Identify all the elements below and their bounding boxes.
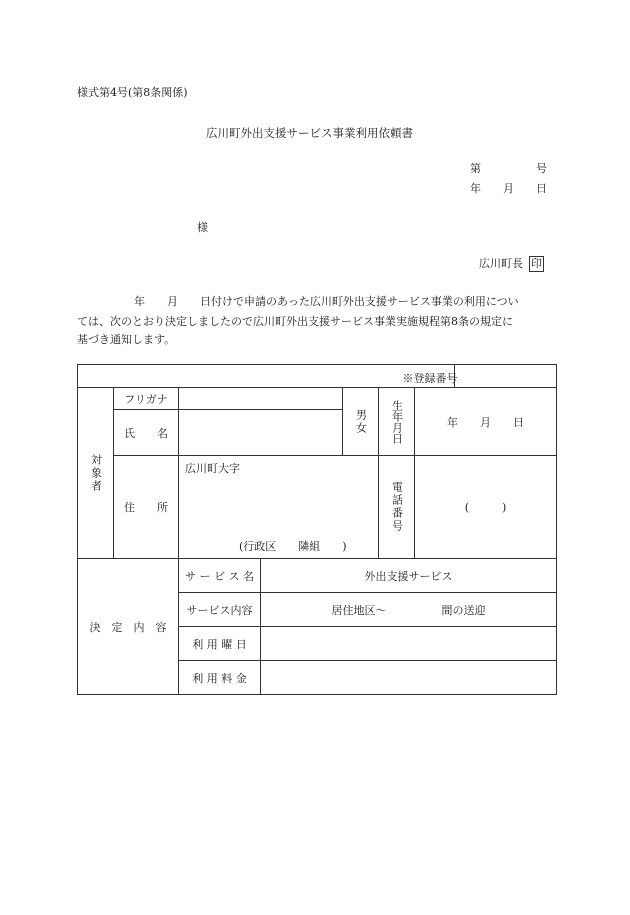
decision-label: 決 定 内 容 <box>78 559 179 695</box>
address-field[interactable] <box>179 456 379 559</box>
furigana-field[interactable] <box>179 388 343 410</box>
phone-field[interactable]: ( ) <box>415 456 557 559</box>
usage-fee-label: 利 用 料 金 <box>179 661 261 695</box>
birth-date-field[interactable]: 年 月 日 <box>415 388 557 456</box>
document-title: 広川町外出支援サービス事業利用依頼書 <box>206 126 413 140</box>
gender-cell[interactable] <box>343 388 379 456</box>
service-name-label: サ ー ビ ス 名 <box>179 559 261 593</box>
service-content-label: サービス内容 <box>179 593 261 627</box>
document-number-field: 第 号 <box>470 162 547 175</box>
name-label: 氏 名 <box>114 410 179 456</box>
registration-number-cell <box>402 365 557 388</box>
usage-fee-field[interactable] <box>261 661 557 695</box>
usage-day-label: 利 用 曜 日 <box>179 627 261 661</box>
application-table <box>77 364 557 695</box>
birth-label-cell <box>379 388 415 456</box>
birth-label: 生年月日 <box>390 399 404 444</box>
furigana-label: フリガナ <box>114 388 179 410</box>
table-header-blank <box>78 365 455 388</box>
sender-block <box>479 255 544 272</box>
phone-label-cell <box>379 456 415 559</box>
service-name-value: 外出支援サービス <box>261 559 557 593</box>
phone-label: 電話番号 <box>390 481 404 533</box>
subject-label: 対象者 <box>89 453 103 493</box>
registration-number-label: ※登録番号 <box>402 372 458 385</box>
document-date-field: 年 月 日 <box>470 182 547 195</box>
subject-label-cell <box>78 388 114 559</box>
body-line-3: 基づき通知します。 <box>77 333 176 346</box>
form-number: 様式第4号(第8条関係) <box>77 86 188 99</box>
sender-name: 広川町長 <box>479 257 523 270</box>
address-prefix: 広川町大字 <box>185 462 240 475</box>
body-line-1: 年 月 日付けで申請のあった広川町外出支援サービス事業の利用につい <box>134 295 519 308</box>
gender-label: 男女 <box>354 408 368 435</box>
address-suffix: (行政区 隣組 ) <box>239 540 347 553</box>
name-field[interactable] <box>179 410 343 456</box>
body-line-2: ては、次のとおり決定しましたので広川町外出支援サービス事業実施規程第8条の規定に <box>77 315 513 328</box>
address-label: 住 所 <box>114 456 179 559</box>
usage-day-field[interactable] <box>261 627 557 661</box>
seal-stamp: 印 <box>531 257 542 270</box>
service-content-value[interactable]: 居住地区～ 間の送迎 <box>261 593 557 627</box>
addressee-honorific: 様 <box>197 221 208 234</box>
